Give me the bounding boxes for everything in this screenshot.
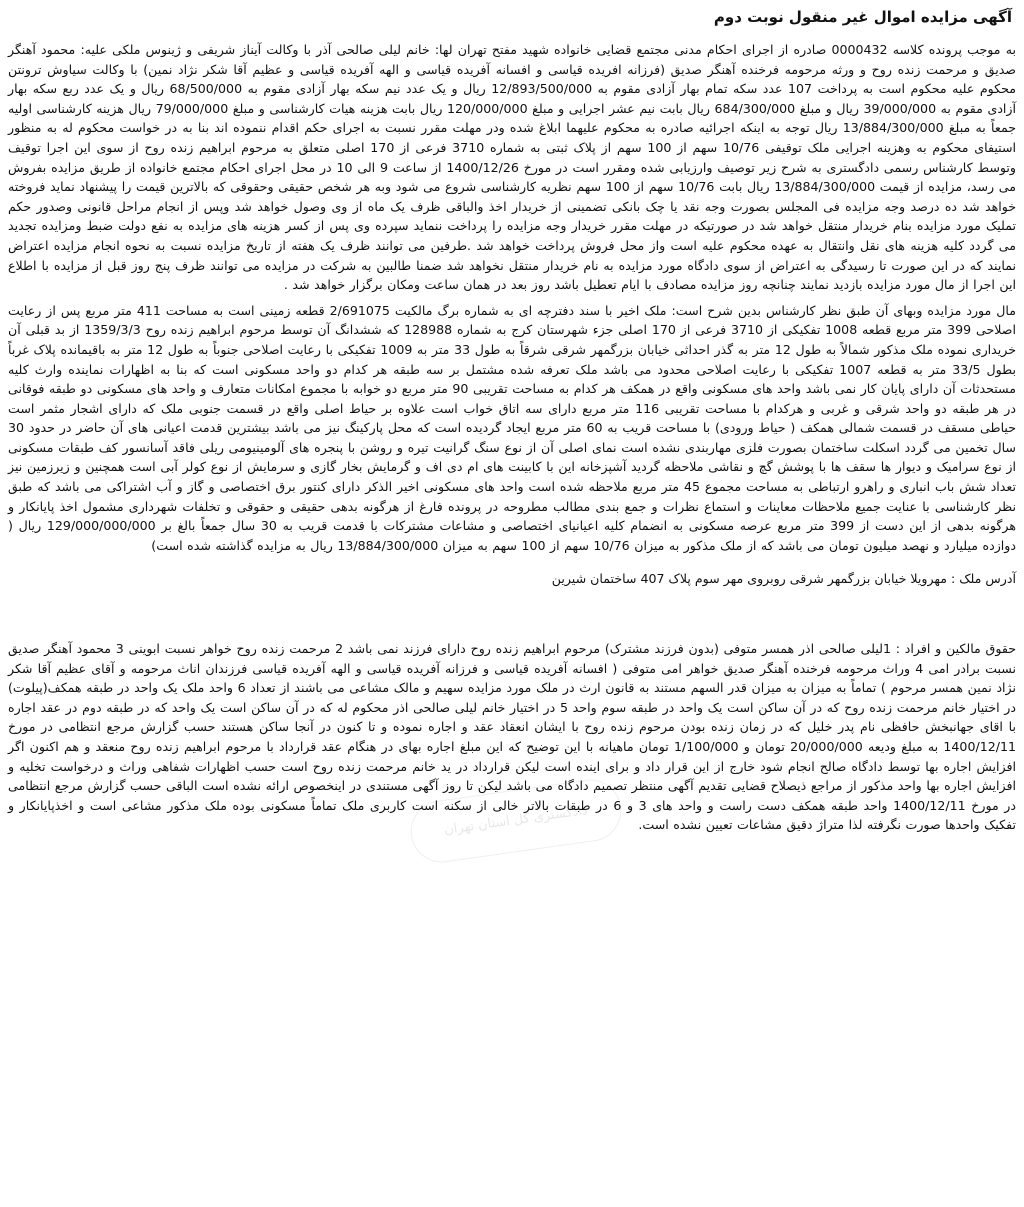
- notice-title: آگهی مزایده اموال غیر منقول نوبت دوم: [713, 8, 1012, 26]
- paragraph-case-details: به موجب پرونده کلاسه 0000432 صادره از اجرای احکام مدنی مجتمع قضایی خانواده شهید مفتح تهران لها: خانم لیلی صالحی آذر با وکالت آیناز شریفی و ژینوس ملکی علیه: محمود آهنگر صدیق و مرحمت زنده روح و ورثه مرحومه فرخنده آهنگر صدیق (فرزانه افریده قیاسی و افسانه آفریده قیاسی و الهه آفریده قیاسی و عظیم آقا شکر نژاد نمین) با وکالت سیاوش ترونتن محکوم علیه محکوم است به پرداخت 107 عدد سکه تمام بهار آزادی مقوم به 12/893/500/000 ریال و یک عدد نیم سکه بهار آزادی مقوم به 68/500/000 ریال و یک عدد ربع سکه بهار آزادی مقوم به 39/000/000 ریال و مبلغ 684/300/000 ریال بابت نیم عشر اجرایی و مبلغ 120/000/000 ریال بابت هزینه هیات کارشناسی و مبلغ 79/000/000 ریال هزینه کارشناسی اولیه جمعاً به مبلغ 13/884/300/000 ریال توجه به اینکه اجرائیه صادره به محکوم علیهما ابلاغ شده ودر مهلت مقرر نسبت به اجرای حکم اقدام ننموده اند بنا به در خواست محکوم له به منظور استیفای محکوم به وهزینه اجرایی ملک توقیفی 10/76 سهم از 100 سهم از پلاک ثبتی به شماره 3710 فرعی از 170 اصلی متعلق به مرحوم ابراهیم زنده روح از سوی این اجرا توقیف وتوسط کارشناس رسمی دادگستری به شرح زیر توصیف وارزیابی شده ومقرر است در مورخ 1400/12/26 از ساعت 9 الی 10 در محل اجرای احکام مجتمع خانواده از طریق مزایده بفروش می رسد، مزایده از قیمت 13/884/300/000 ریال بابت 10/76 سهم از 100 سهم نظریه کارشناسی شروع می شود وبه هر شخص حقیقی وحقوقی که بالاترین قیمت را پیشنهاد نماید فروخته خواهد شد ده درصد وجه مزایده فی المجلس بصورت وجه نقد یا چک بانکی تضمینی از خریدار اخذ والباقی ظرف یک ماه از وی وصول خواهد شد وپس از انجام مراحل قانونی وصدور حکم تملیک مورد مزایده بنام خریدار منتقل خواهد شد در صورتیکه در مهلت مقرر خریدار وجه مزایده را پرداخت ننماید سپرده وی پس از کسر هزینه های مزایده به نفع دولت ضبط ومزایده تجدید می گردد کلیه هزینه های نقل وانتقال به عهده محکوم علیه است واز محل فروش پرداخت خواهد شد .طرفین می توانند ظرف یک هفته از تاریخ مزایده نسبت به نحوه انجام مزایده اعتراض نمایند که در این صورت تا رسیدگی به اعتراض از سوی دادگاه مورد مزایده به نام خریدار منتقل نخواهد شد ضمنا طالبین به شرکت در مزایده می توانند ظرف پنج روز قبل از مزایده با اطلاع این اجرا از مال مورد مزایده بازدید نمایند چنانچه روز مزایده مصادف با ایام تعطیل باشد روز بعد در همان ساعت ومکان برگزار خواهد شد .: [8, 42, 1017, 293]
- address-label: آدرس ملک: [959, 571, 1016, 587]
- address-value: مهرویلا خیابان بزرگمهر شرقی روبروی مهر سوم پلاک 407 ساختمان شیرین: [551, 571, 947, 587]
- paragraph-property-description: مال مورد مزایده وبهای آن طبق نظر کارشناس بدین شرح است: ملک اخیر با سند دفترچه ای به شماره برگ مالکیت 2/691075 قطعه زمینی است به مساحت 411 متر مربع پس از رعایت اصلاحی 399 متر مربع قطعه 1008 تفکیکی از 3710 فرعی از 170 اصلی جزء شهرستان کرج به شماره 128988 که ششدانگ آن توسط مرحوم ابراهیم زنده روح 1359/3/3 از بد قبلی آن خریداری نموده ملک مذکور شمالاً به طول 12 متر به گذر احداثی خیابان بزرگمهر شرقی شرقاً به طول 33 متر به 1009 تفکیکی با رعایت اصلاحی جنوباً به طول 12 متر به باقیمانده پلاک غرباً بطول 33/5 متر به قطعه 1007 تفکیکی با رعایت اصلاحی محدود می باشد ملک تعرفه شده مشتمل بر سه طبقه هر کدام دو واحد مسکونی است که بنا به اظهارات نماینده وارث کلیه مستحدثات آن دارای پایان کار نمی باشد واحد های مسکونی واقع در همکف هر کدام به مساحت تقریبی 90 متر مربع دو خوابه با مجموع امکانات متعارف و واحد های مسکونی دو طبقه فوقانی در هر طبقه دو واحد شرقی و غربی و هرکدام با مساحت تقریبی 116 متر مربع دارای سه اتاق خواب است علاوه بر حیاط اصلی واقع در قسمت جنوبی ملک که دارای اشجار مثمر است حیاطی مسقف در قسمت شمالی همکف ( حیاط ورودی) با مساحت قریب به 60 متر مربع ایجاد گردیده است که محل پارکینگ نیز می باشد بیشترین قدمت اعیانی های آن حاضر در حدود 30 سال تخمین می گردد اسکلت ساختمان بصورت فلزی مهاربندی نشده است نمای اصلی آن از نوع سنگ گرانیت تیره و روشن با پنجره های آلومینیومی ریلی فاقد آسانسور کف طبقات مسکونی از نوع سرامیک و دیوار ها سقف ها با پوشش گچ و نقاشی ملاحظه گردید آشپزخانه این با کابینت های ام دی اف و گرمایش بخار گازی و سرمایش از نوع کولر آبی است همچنین و زیرزمین نیز تعداد شش باب انباری و راهرو ارتباطی به مساحت مجموع 45 متر مربع ملاحظه شده است واحد های مسکونی اخیر الذکر دارای کنتور برق اختصاصی و گاز و آب اشتراکی می باشد که طبق نظر کارشناسی با عنایت جمیع ملاحظات معاینات و استماع نظرات و جمع بندی مطالب مطروحه در پرونده فارغ از هرگونه بدهی حقیقی و حقوقی و تخلفات شهرداری مشمول اخذ پایانکار و هرگونه بدهی از این دست از 399 متر مربع عرصه مسکونی به انضمام کلیه اعیانیای اختصاصی و مشاعات مشترکات با قدمت قریب به 30 سال جمعاً بالغ بر 129/000/000/000 ریال ( دوازده میلیارد و نهصد میلیون تومان می باشد که از ملک مذکور به میزان 10/76 سهم از 100 سهم به میزان 13/884/300/000 ریال به مزایده گذاشته شده است): [8, 302, 1017, 553]
- watermark-stamp: دادگستری کل استان تهران: [407, 776, 626, 867]
- paragraph-owner-rights: حقوق مالکین و افراد : 1لیلی صالحی اذر همسر متوفی (بدون فرزند مشترک) مرحوم ابراهیم زنده روح دارای فرزند نمی باشد 2 مرحمت زنده روح خواهر نسبت ابوینی 3 محمود آهنگر صدیق نسبت برادر امی 4 وراث مرحومه فرخنده آهنگر صدیق خواهر امی متوفی ( افسانه آفریده قیاسی و فرزانه آفریده قیاسی و الهه آفریده قیاسی فرزندان اناث مرحومه و آقای عظیم آقا شکر نژاد نمین همسر مرحوم ) تماماً به میزان به میزان قدر السهم مستند به قانون ارث در ملک مورد مزایده سهیم و مالک مشاعی می باشند از تعداد 6 واحد ملک یک واحد در طبقه همکف(پیلوت) در اختیار خانم مرحمت زنده روح که در آن ساکن است یک واحد در طبقه سوم واحد 5 در اختیار خانم لیلی صالحی اذر محکوم له که در آن ساکن است یک واحد که در طبقه دوم در عقد اجاره با اقای جهانبخش حافظی نام پدر خلیل که در زمان زنده بودن مرحوم زنده روح با ایشان انعقاد عقد و اجاره نموده و تا کنون در آنجا ساکن هستند حسب گزارش مرجع انتظامی در مورخ 1400/12/11 به مبلغ ودیعه 20/000/000 تومان و 1/100/000 تومان ماهیانه با این توضیح که این مبلغ اجاره بهای در هنگام عقد قرارداد با مرحوم ابراهیم زنده روح منعقد و هم اکنون اگر افزایش اجاره بها توسط دادگاه صالح انجام شود خارج از این قرار داد و برای اینده است لیکن قرارداد در ید خانم مرحمت زنده روح است حسب اظهارات شفاهی وراث و درخواست تخلیه و افزایش اجاره بها واحد مذکور از مراجع ذیصلاح قضایی تقدیم آگهی منتظر تصمیم دادگاه می باشد لیکن تا روز آگهی مستندی در اینخصوص ارائه نشده است الباقی حسب گزارش مرجع انتظامی در مورخ 1400/12/11 واحد طبقه همکف دست راست و واحد های 3 و 6 در طبقات بالاتر خالی از سکنه است کاربری ملک تماماً مسکونی بوده ملک مذکور مشاعی است و اخذپایانکار و تفکیک واحدها صورت نگرفته لذا متراژ دقیق مشاعات تعیین نشده است.: [8, 641, 1017, 833]
- property-address: آدرس ملک : مهرویلا خیابان بزرگمهر شرقی روبروی مهر سوم پلاک 407 ساختمان شیرین: [551, 571, 1016, 587]
